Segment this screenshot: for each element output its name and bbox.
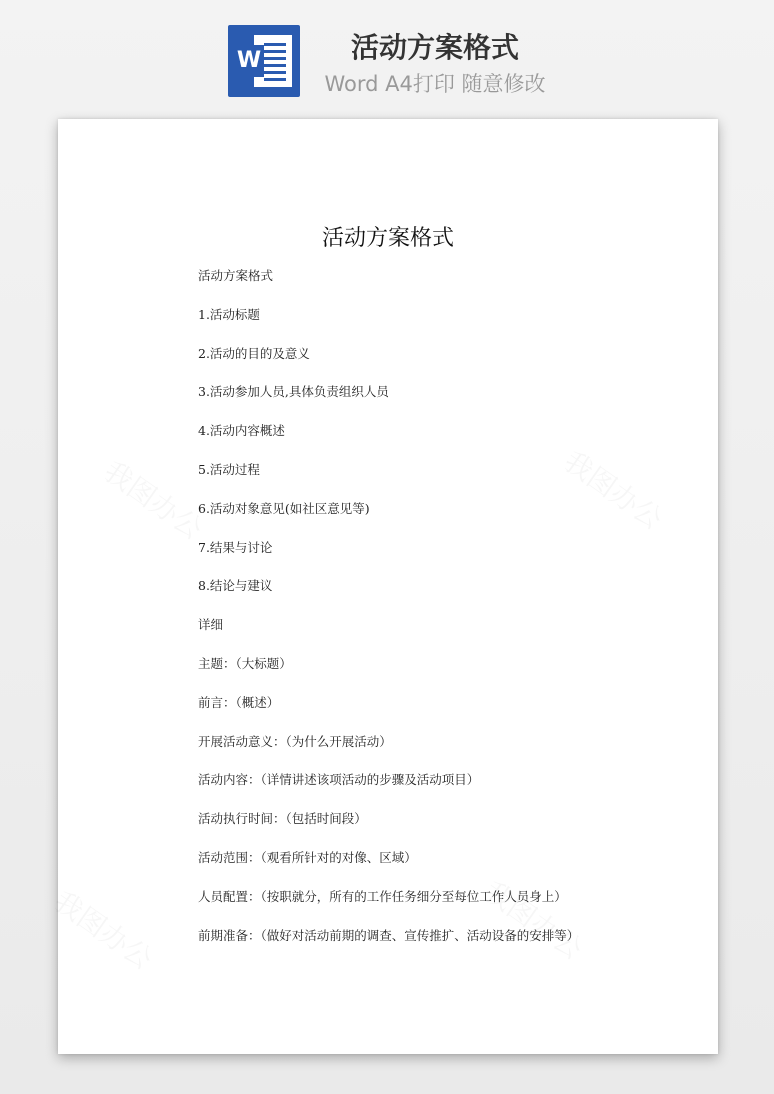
watermark [97,450,212,547]
document-title: 活动方案格式 [321,226,454,251]
document-line: 主题：（大标题） [198,655,292,671]
document-line: 活动范围：（观看所针对的对像、区域） [198,849,417,865]
document-line: 活动方案格式 [198,268,274,283]
document-line: 活动执行时间：（包括时间段） [198,811,367,827]
document-line: 7.结果与讨论 [198,539,273,555]
document-line: 1.活动标题 [198,306,260,322]
document-page [58,119,718,1054]
document-body [198,265,668,963]
header-subtitle: Word A4打印 随意修改 [324,72,546,96]
document-line: 6.活动对象意见(如社区意见等) [198,500,370,516]
document-line: 4.活动内容概述 [198,423,285,439]
watermark [47,880,162,977]
document-line: 活动内容：（详情讲述该项活动的步骤及活动项目） [198,772,480,788]
document-line: 开展活动意义：（为什么开展活动） [198,733,392,749]
document-line: 前言：（概述） [198,694,280,710]
document-line: 前期准备：（做好对活动前期的调查、宣传推扩、活动设备的安排等） [198,927,580,943]
header [0,0,774,110]
document-line: 8.结论与建议 [198,578,273,594]
document-line: 5.活动过程 [198,461,260,477]
document-line: 3.活动参加人员,具体负责组织人员 [198,384,389,400]
document-line: 2.活动的目的及意义 [198,345,310,361]
word-letter-badge: W [234,45,264,77]
word-document-icon [228,25,300,97]
document-line: 详细 [198,617,224,633]
document-line: 人员配置：（按职就分，所有的工作任务细分至每位工作人员身上） [198,888,567,904]
header-title: 活动方案格式 [350,31,519,64]
